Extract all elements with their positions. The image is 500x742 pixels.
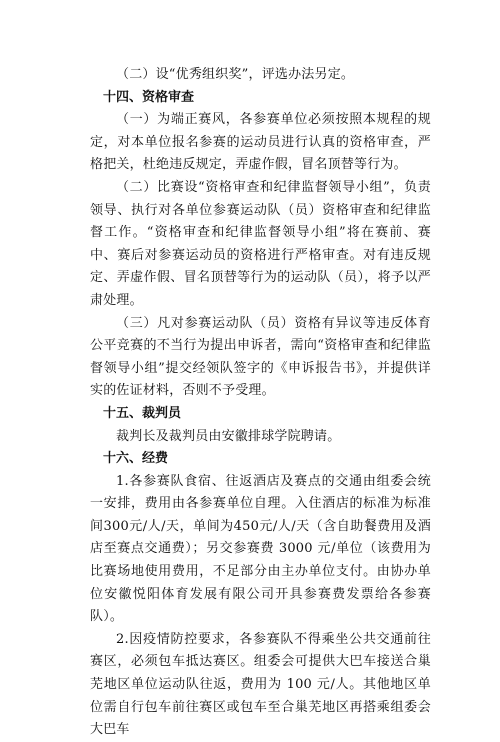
para-qualification-2: （二）比赛设“资格审查和纪律监督领导小组”，负责领导、执行对各单位参赛运动队（员）资格审查和纪律监督工作。“资格审查和纪律监督领导小组”将在赛前、赛中、赛后对参赛运动员的资格进行严格审查。对有违反规定、弄虚作假、冒名顶替等行为的运动队（员），将予以严肃处理。 <box>90 179 431 308</box>
para-qualification-1: （一）为端正赛风，各参赛单位必须按照本规程的规定，对本单位报名参赛的运动员进行认真的资格审查，严格把关，杜绝违反规定，弄虚作假，冒名顶替等行为。 <box>90 112 431 173</box>
heading-qualification: 十四、资格审查 <box>103 89 195 105</box>
para-expenses-2: 2.因疫情防控要求，各参赛队不得乘坐公共交通前往赛区，必须包车抵达赛区。组委会可提供大巴车接送合巢芜地区单位运动队往返，费用为 100 元/人。其他地区单位需自行包车前往赛区或包车至合巢芜地区再搭乘组委会大巴车 <box>90 631 431 738</box>
para-award-method: （二）设“优秀组织奖”，评选办法另定。 <box>116 67 355 82</box>
heading-referees: 十五、裁判员 <box>103 405 182 421</box>
para-qualification-3: （三）凡对参赛运动队（员）资格有异议等违反体育公平竞赛的不当行为提出申诉者，需向“资格审查和纪律监督领导小组”提交经领队签字的《申诉报告书》，并提供详实的佐证材料，否则不予受理。 <box>90 315 431 399</box>
heading-expenses: 十六、经费 <box>103 451 169 467</box>
para-expenses-1: 1.各参赛队食宿、往返酒店及赛点的交通由组委会统一安排，费用由各参赛单位自理。入住酒店的标准为标准间300元/人/天，单间为450元/人/天（含自助餐费用及酒店至赛点交通费）；另交参赛费 3000 元/单位（该费用为比赛场地使用费用，不足部分由主办单位支付。由协办单位安徽悦阳体育发展有限公司开具参赛费发票给各参赛队）。 <box>90 473 431 625</box>
para-referees: 裁判长及裁判员由安徽排球学院聘请。 <box>116 428 341 444</box>
document-body <box>90 64 431 742</box>
